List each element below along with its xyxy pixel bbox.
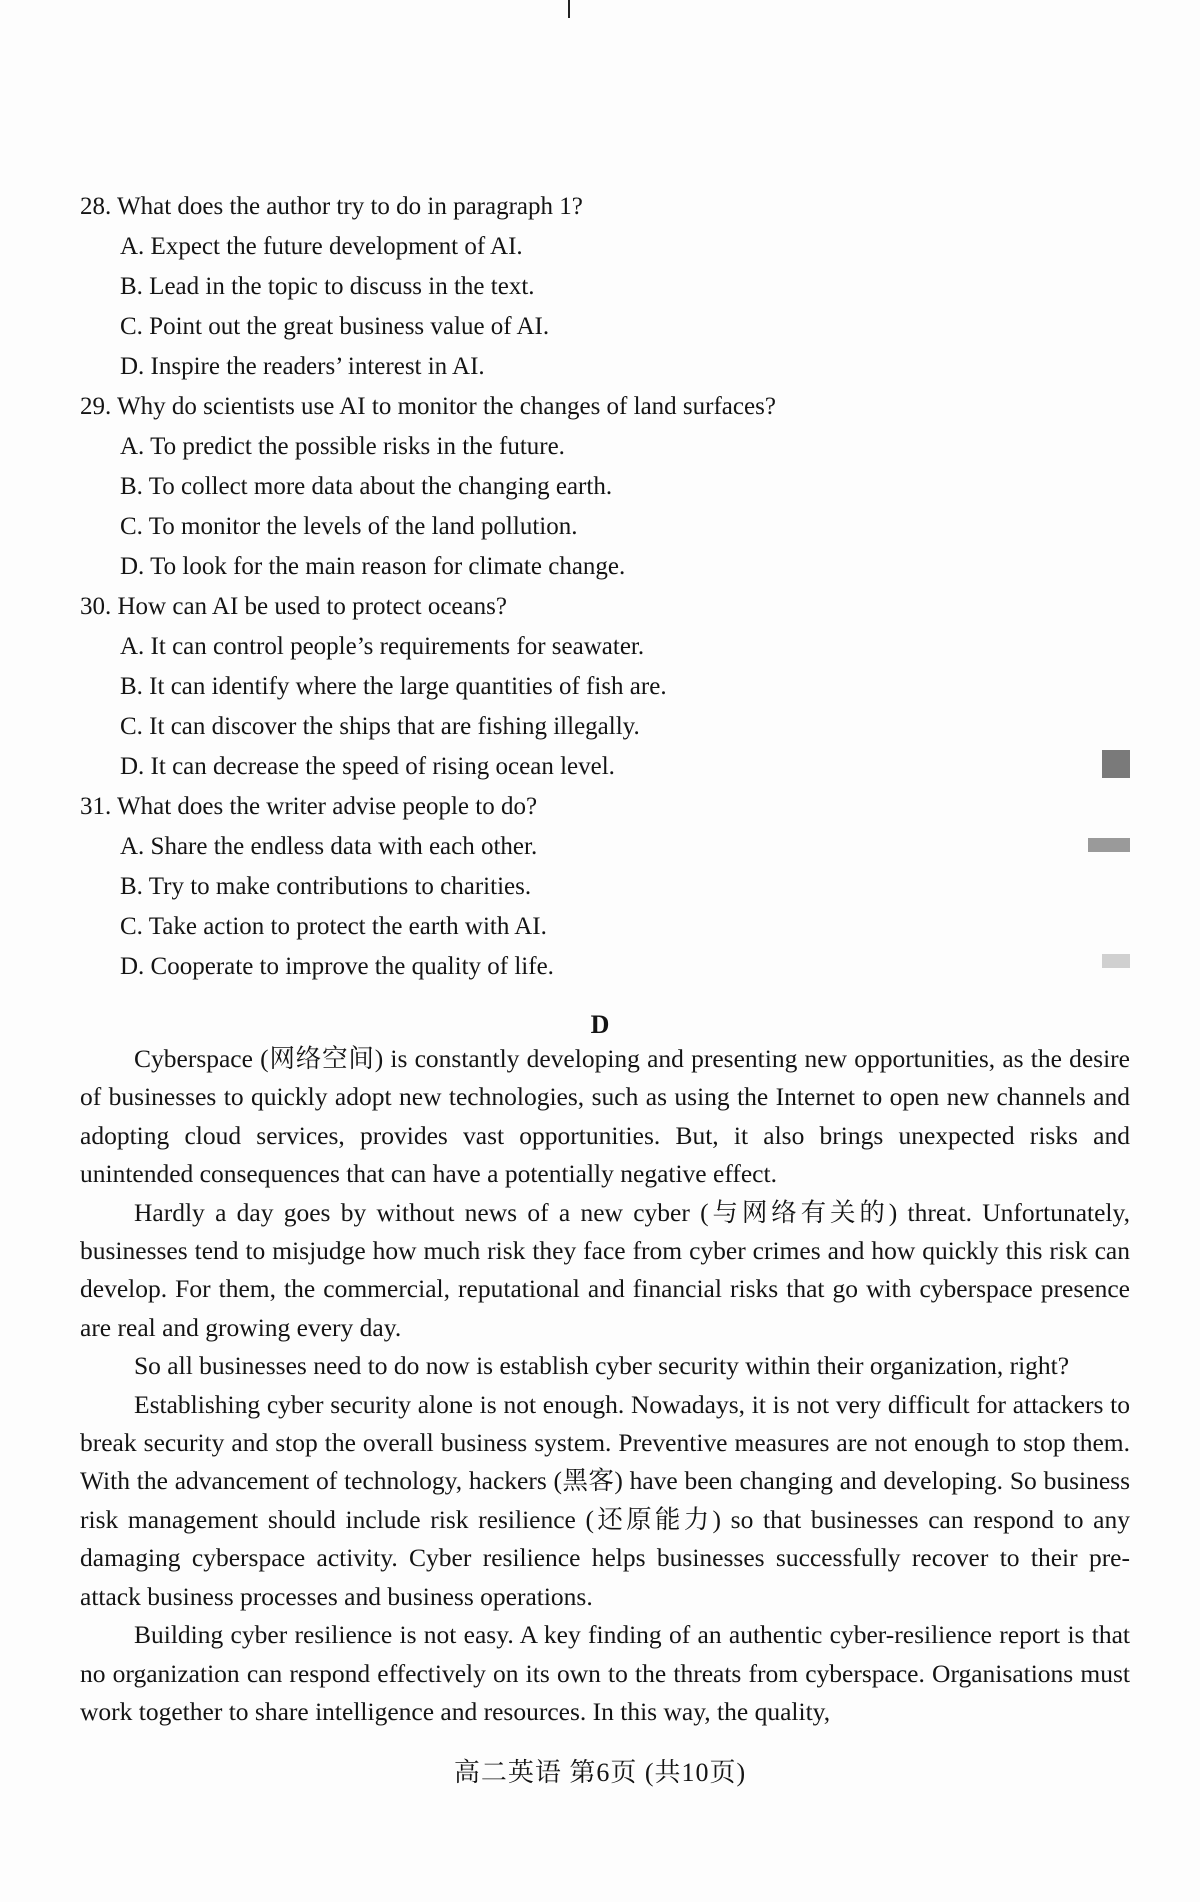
question-28-option-a: A. Expect the future development of AI. [120,233,523,260]
question-29-option-a: A. To predict the possible risks in the future. [120,433,565,460]
passage-paragraph: Cyberspace (网络空间) is constantly developing and presenting new opportunities, as the desire of businesses to quickly adopt new technologies, such as using the Internet to open new channels and adopting cloud services, provides vast opportunities. But, it also brings unexpected risks and unintended consequences that can have a potentially negative effect. [80,1044,1130,1189]
question-28-stem: 28. What does the author try to do in paragraph 1? [80,193,583,220]
passage-paragraph: So all businesses need to do now is establish cyber security within their organization, right? [134,1351,1070,1381]
question-30-option-c: C. It can discover the ships that are fishing illegally. [120,713,640,740]
question-31-option-a: A. Share the endless data with each other. [120,833,538,860]
passage-paragraph: Hardly a day goes by without news of a new cyber (与网络有关的) threat. Unfortunately, businesses tend to misjudge how much risk they face from cyber crimes and how quickly this risk can develop. For them, the commercial, reputational and financial risks that go with cyberspace presence are real and growing every day. [80,1197,1130,1342]
question-30-option-d: D. It can decrease the speed of rising ocean level. [120,753,615,780]
question-31-stem: 31. What does the writer advise people to do? [80,793,538,820]
question-31-option-d: D. Cooperate to improve the quality of life. [120,953,554,980]
question-31-option-c: C. Take action to protect the earth with AI. [120,913,547,940]
question-29-option-d: D. To look for the main reason for climate change. [120,553,626,580]
page-footer: 高二英语 第6页 (共10页) [453,1758,747,1787]
question-30-option-a: A. It can control people’s requirements for seawater. [120,633,645,660]
question-28-option-d: D. Inspire the readers’ interest in AI. [120,353,485,380]
question-29-stem: 29. Why do scientists use AI to monitor the changes of land surfaces? [80,393,776,420]
passage-paragraph: Building cyber resilience is not easy. A key finding of an authentic cyber-resilience report is that no organization can respond effectively on its own to the threats from cyberspace. Organisations must work together to share intelligence and resources. In this way, the quality, [80,1620,1130,1726]
scan-mark [568,0,570,18]
question-31-option-b: B. Try to make contributions to charities. [120,873,532,900]
scan-mark [1102,954,1130,968]
question-28-option-b: B. Lead in the topic to discuss in the text. [120,273,535,300]
passage-d [80,1040,1130,1731]
question-30-option-b: B. It can identify where the large quantities of fish are. [120,673,667,700]
scan-mark [1102,750,1130,778]
question-28-option-c: C. Point out the great business value of AI. [120,313,550,340]
question-30-stem: 30. How can AI be used to protect oceans? [80,593,507,620]
scan-mark [1088,838,1130,852]
section-title: D [590,1010,610,1039]
passage-paragraph: Establishing cyber security alone is not enough. Nowadays, it is not very difficult for attackers to break security and stop the overall business system. Preventive measures are not enough to stop them. With the advancement of technology, hackers (黑客) have been changing and developing. So business risk management should include risk resilience (还原能力) so that businesses can respond to any damaging cyberspace activity. Cyber resilience helps businesses successfully recover to their pre-attack business processes and business operations. [80,1389,1130,1611]
question-29-option-c: C. To monitor the levels of the land pollution. [120,513,578,540]
question-29-option-b: B. To collect more data about the changing earth. [120,473,613,500]
